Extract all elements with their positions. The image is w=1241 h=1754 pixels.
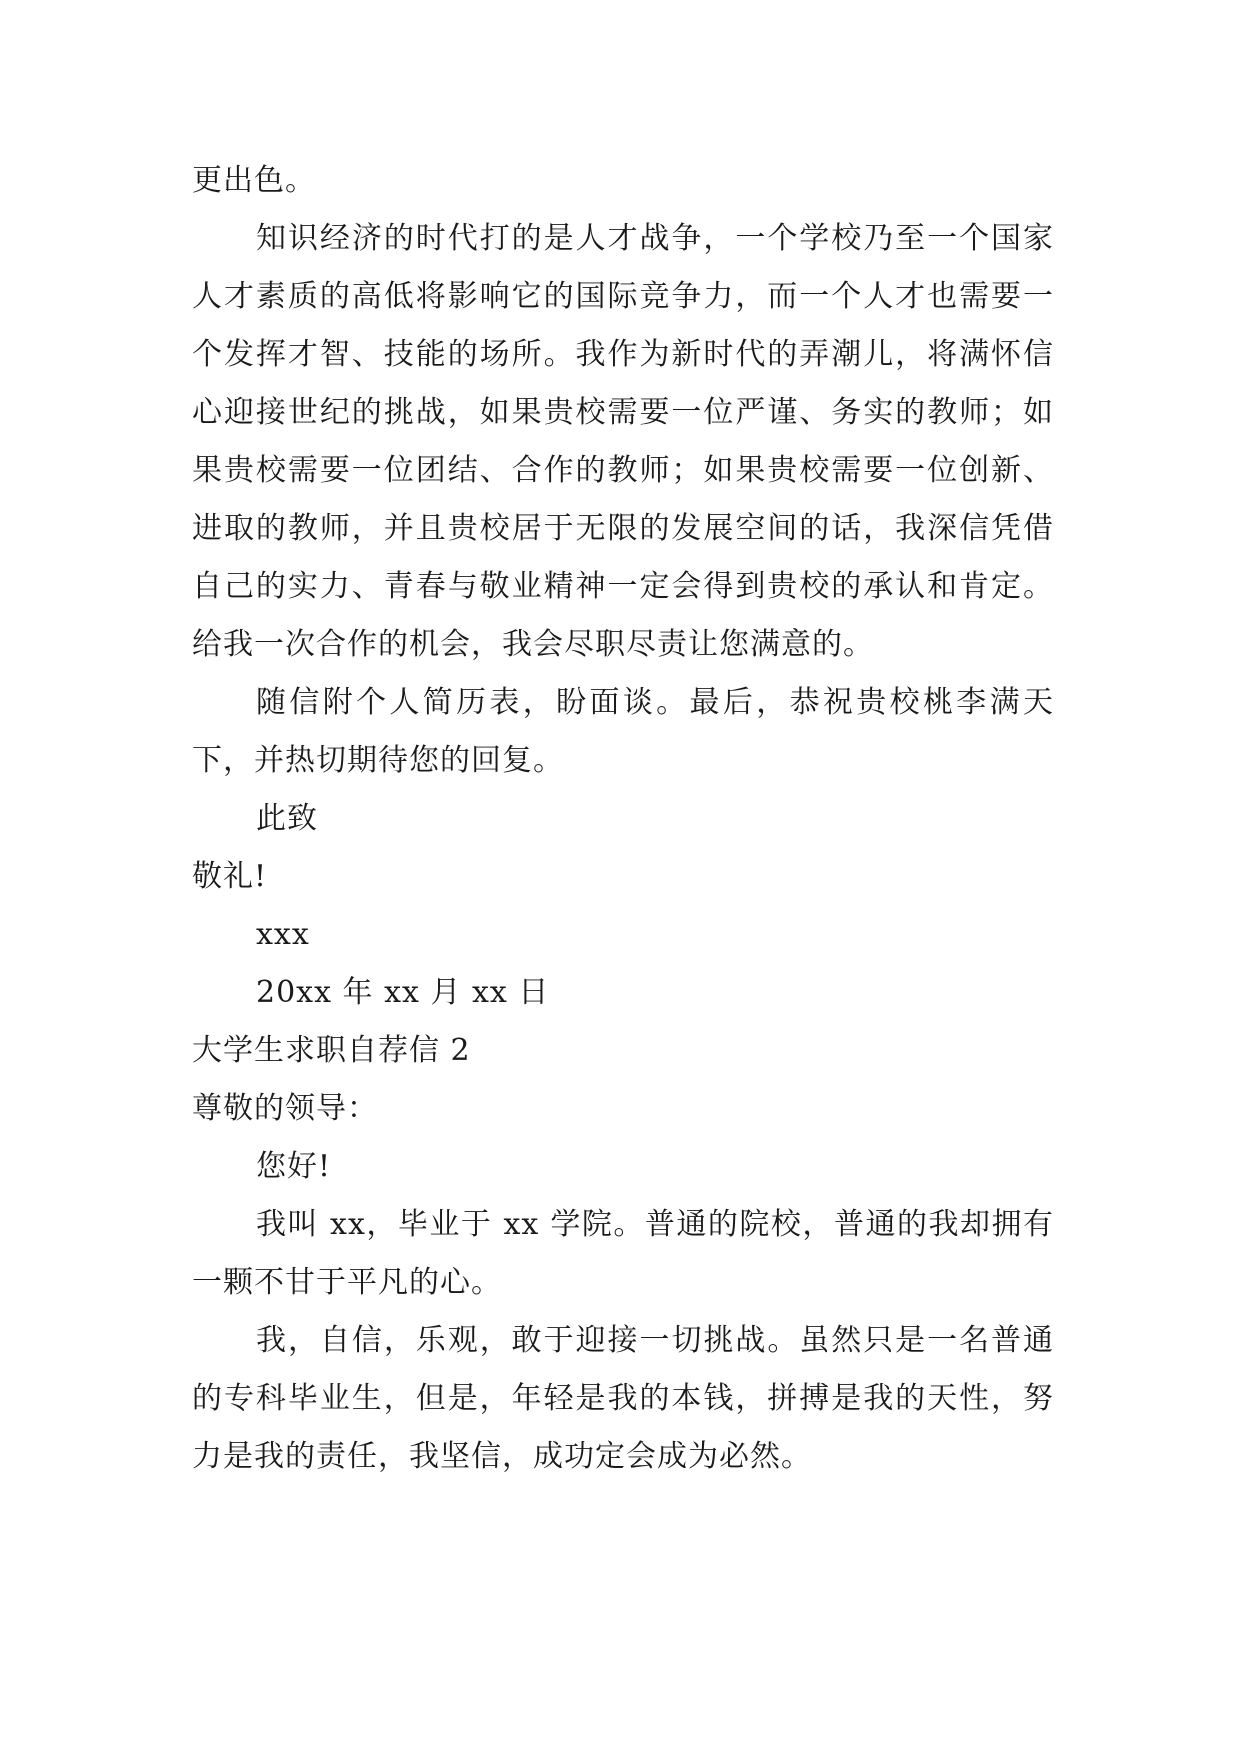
paragraph-self-confidence: 我，自信，乐观，敢于迎接一切挑战。虽然只是一名普通的专科毕业生，但是，年轻是我的本钱，拼搏是我的天性，努力是我的责任，我坚信，成功定会成为必然。 bbox=[192, 1323, 1054, 1474]
signature-date: 20xx 年 xx 月 xx 日 bbox=[256, 975, 550, 1010]
paragraph-introduction: 我叫 xx，毕业于 xx 学院。普通的院校，普通的我却拥有一颗不甘于平凡的心。 bbox=[192, 1207, 1054, 1300]
paragraph-closing-request: 随信附个人简历表，盼面谈。最后，恭祝贵校桃李满天下，并热切期待您的回复。 bbox=[192, 685, 1054, 778]
signature-name: xxx bbox=[256, 917, 310, 952]
paragraph-knowledge-economy: 知识经济的时代打的是人才战争，一个学校乃至一个国家人才素质的高低将影响它的国际竞争力，而一个人才也需要一个发挥才智、技能的场所。我作为新时代的弄潮儿，将满怀信心迎接世纪的挑战，如果贵校需要一位严谨、务实的教师；如果贵校需要一位团结、合作的教师；如果贵校需要一位创新、进取的教师，并且贵校居于无限的发展空间的话，我深信凭借自己的实力、青春与敬业精神一定会得到贵校的承认和肯定。给我一次合作的机会，我会尽职尽责让您满意的。 bbox=[192, 221, 1054, 662]
paragraph-continuation: 更出色。 bbox=[192, 163, 316, 198]
greeting-hello: 您好! bbox=[256, 1149, 332, 1184]
greeting-recipient: 尊敬的领导： bbox=[192, 1091, 378, 1126]
letter-body bbox=[192, 152, 1054, 1486]
salutation-jingli: 敬礼! bbox=[192, 859, 268, 894]
salutation-cizhi: 此致 bbox=[256, 801, 318, 836]
section-heading: 大学生求职自荐信 2 bbox=[192, 1033, 471, 1068]
